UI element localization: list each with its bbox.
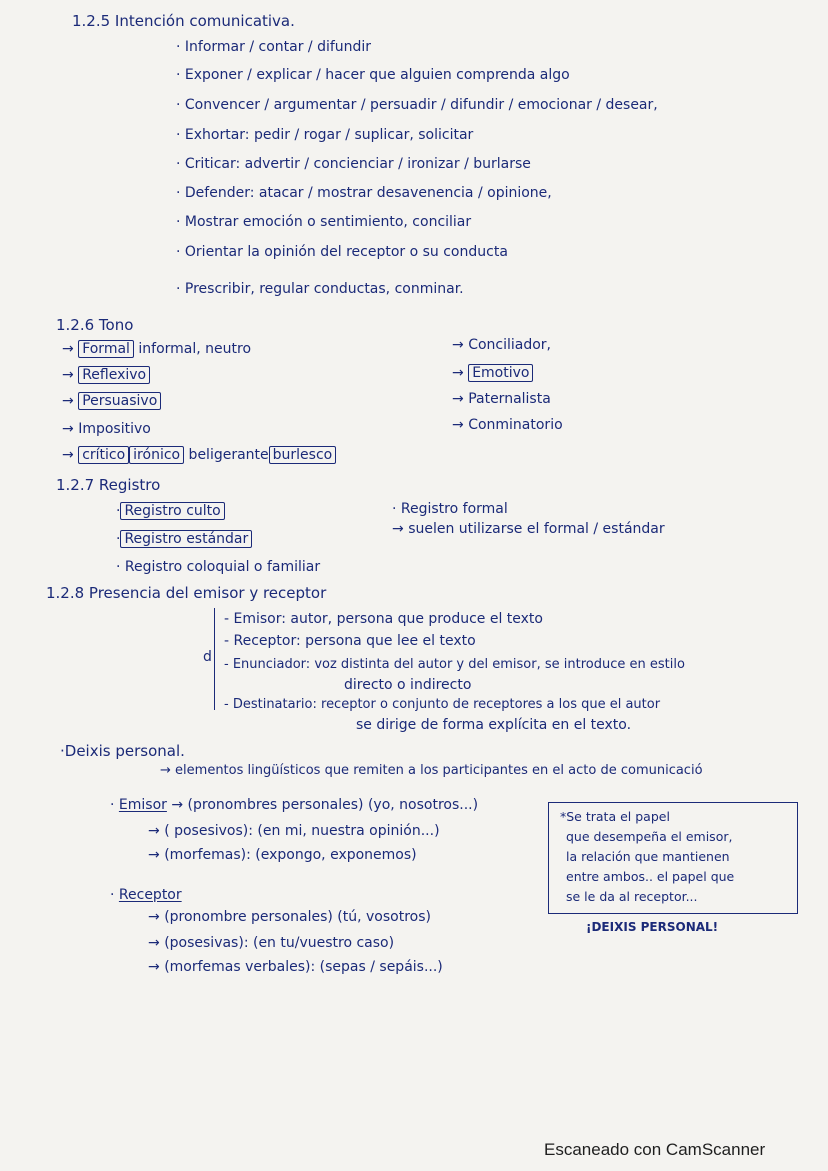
presencia-enunciador-cont: directo o indirecto xyxy=(344,677,472,693)
receptor-line-3: (morfemas verbales): (sepas / sepáis...) xyxy=(164,959,443,975)
intencion-item-7: · Mostrar emoción o sentimiento, conciliar xyxy=(176,214,472,230)
section-1-2-5-heading: 1.2.5 Intención comunicativa. xyxy=(72,12,295,30)
intencion-item-3: · Convencer / argumentar / persuadir / difundir / emocionar / desear, xyxy=(176,97,658,113)
note-caption: ¡DEIXIS PERSONAL! xyxy=(586,920,719,934)
brace-mark: d xyxy=(203,649,212,665)
registro-formal: · Registro formal xyxy=(392,501,508,517)
arrow-icon: → xyxy=(148,909,160,925)
tono-persuasivo: Persuasivo xyxy=(78,392,161,410)
section-1-2-6-heading: 1.2.6 Tono xyxy=(56,316,134,334)
arrow-icon: → xyxy=(62,447,74,463)
arrow-icon: → xyxy=(148,847,160,863)
tono-ironico: irónico xyxy=(129,446,184,464)
arrow-icon: → xyxy=(148,935,160,951)
note-line-4: entre ambos.. el papel que xyxy=(566,869,735,884)
tono-burlesco: burlesco xyxy=(269,446,337,464)
tono-right-4 xyxy=(452,416,563,434)
deixis-title: ·Deixis personal. xyxy=(60,742,185,760)
intencion-item-6: · Defender: atacar / mostrar desavenencia / opinione, xyxy=(176,185,552,201)
tono-row-4 xyxy=(62,420,151,438)
arrow-icon: → xyxy=(160,763,171,778)
tono-formal: Formal xyxy=(78,340,134,358)
arrow-icon: → xyxy=(392,521,404,537)
tono-right-2 xyxy=(452,364,533,382)
intencion-item-5: · Criticar: advertir / concienciar / ironizar / burlarse xyxy=(176,156,531,172)
brace xyxy=(214,608,215,710)
section-1-2-7-heading: 1.2.7 Registro xyxy=(56,476,161,494)
presencia-receptor: - Receptor: persona que lee el texto xyxy=(224,633,476,649)
registro-culto-row xyxy=(116,502,225,520)
arrow-icon: → xyxy=(62,393,74,409)
receptor-row-2 xyxy=(148,934,394,952)
scanner-watermark: Escaneado con CamScanner xyxy=(544,1140,766,1159)
emisor-row-3 xyxy=(148,846,417,864)
tono-paternalista: Paternalista xyxy=(468,391,551,407)
tono-row-2 xyxy=(62,366,150,384)
tono-informal-neutro: informal, neutro xyxy=(133,341,252,357)
registro-estandar-row xyxy=(116,530,252,548)
emisor-label: Emisor xyxy=(118,797,167,813)
emisor-line-2: ( posesivos): (en mi, nuestra opinión...) xyxy=(164,823,440,839)
tono-conminatorio: Conminatorio xyxy=(468,417,563,433)
intencion-item-8: · Orientar la opinión del receptor o su conducta xyxy=(176,244,508,260)
tono-conciliador: Conciliador, xyxy=(468,337,552,353)
receptor-row-3 xyxy=(148,958,443,976)
tono-row-3 xyxy=(62,392,161,410)
tono-right-1 xyxy=(452,336,551,354)
arrow-icon: → xyxy=(452,365,464,381)
arrow-icon: → xyxy=(148,823,160,839)
tono-impositivo: Impositivo xyxy=(78,421,151,437)
presencia-emisor: - Emisor: autor, persona que produce el texto xyxy=(224,611,543,627)
presencia-destinatario-cont: se dirige de forma explícita en el texto. xyxy=(356,717,632,733)
emisor-line-3: (morfemas): (expongo, exponemos) xyxy=(164,847,417,863)
arrow-icon: → xyxy=(62,341,74,357)
arrow-icon: → xyxy=(452,417,464,433)
tono-row-1 xyxy=(62,340,251,358)
receptor-label: Receptor xyxy=(118,887,182,903)
bullet-dot: · xyxy=(116,531,121,547)
emisor-row-2 xyxy=(148,822,440,840)
receptor-row: · Receptor xyxy=(110,887,182,903)
deixis-subtitle: elementos lingüísticos que remiten a los participantes en el acto de comunicació xyxy=(175,763,703,778)
deixis-subtitle-row xyxy=(160,762,703,780)
receptor-line-1: (pronombre personales) (tú, vosotros) xyxy=(164,909,431,925)
arrow-icon: → xyxy=(452,391,464,407)
intencion-item-1: · Informar / contar / difundir xyxy=(176,39,372,55)
tono-row-5 xyxy=(62,446,336,464)
note-line-1: *Se trata el papel xyxy=(560,809,670,824)
note-line-2: que desempeña el emisor, xyxy=(566,829,733,844)
emisor-line-1: (pronombres personales) (yo, nosotros...) xyxy=(187,797,479,813)
intencion-item-2: · Exponer / explicar / hacer que alguien comprenda algo xyxy=(176,67,570,83)
tono-right-3 xyxy=(452,390,551,408)
tono-critico: crítico xyxy=(78,446,129,464)
intencion-item-9: · Prescribir, regular conductas, conminar. xyxy=(176,281,464,297)
bullet-dot: · xyxy=(116,503,121,519)
registro-culto: Registro culto xyxy=(120,502,224,520)
presencia-enunciador: - Enunciador: voz distinta del autor y del emisor, se introduce en estilo xyxy=(224,657,685,672)
receptor-line-2: (posesivas): (en tu/vuestro caso) xyxy=(164,935,395,951)
note-line-3: la relación que mantienen xyxy=(566,849,730,864)
arrow-icon: → xyxy=(62,367,74,383)
arrow-icon: → xyxy=(171,797,184,813)
intencion-item-4: · Exhortar: pedir / rogar / suplicar, solicitar xyxy=(176,127,474,143)
arrow-icon: → xyxy=(62,421,74,437)
tono-beligerante: beligerante xyxy=(184,447,269,463)
registro-formal-note: suelen utilizarse el formal / estándar xyxy=(408,521,665,537)
note-line-5: se le da al receptor... xyxy=(566,889,698,904)
emisor-row: · Emisor → (pronombres personales) (yo, nosotros...) xyxy=(110,797,479,813)
section-1-2-8-heading: 1.2.8 Presencia del emisor y receptor xyxy=(46,584,327,602)
registro-coloquial: · Registro coloquial o familiar xyxy=(116,559,321,575)
tono-emotivo: Emotivo xyxy=(468,364,533,382)
tono-reflexivo: Reflexivo xyxy=(78,366,150,384)
arrow-icon: → xyxy=(148,959,160,975)
registro-formal-note-row xyxy=(392,520,665,538)
presencia-destinatario: - Destinatario: receptor o conjunto de receptores a los que el autor xyxy=(224,697,661,712)
arrow-icon: → xyxy=(452,337,464,353)
receptor-row-1 xyxy=(148,908,431,926)
registro-estandar: Registro estándar xyxy=(120,530,252,548)
